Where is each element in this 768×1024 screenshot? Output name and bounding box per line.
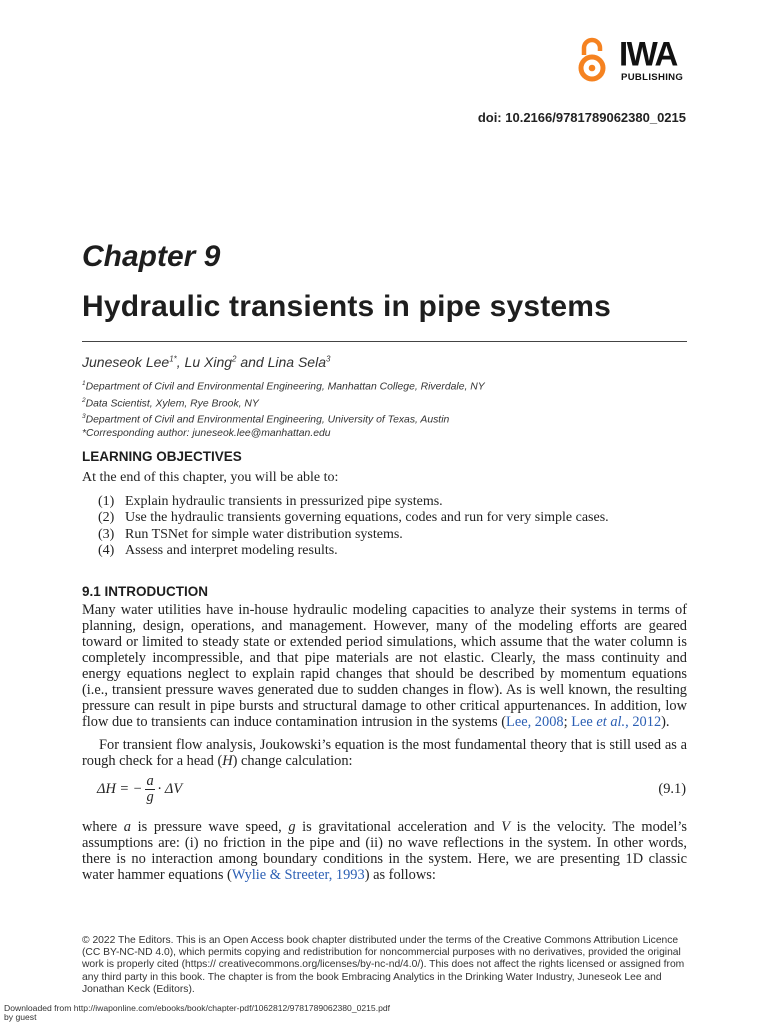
paragraph-text: ). <box>661 714 670 730</box>
paragraph-text: is gravitational acceleration and <box>295 819 502 835</box>
title-divider <box>82 341 687 342</box>
math-variable: g <box>288 819 296 835</box>
paragraph <box>82 602 687 730</box>
list-item-text: Run TSNet for simple water distribution systems. <box>125 526 403 542</box>
section-heading: 9.1 INTRODUCTION <box>82 584 209 599</box>
author-separator: , <box>176 354 185 370</box>
citation-link[interactable] <box>571 714 661 730</box>
equation-lhs: ΔH = − <box>97 780 143 797</box>
citation-author: Lee <box>571 714 597 730</box>
equation-fraction <box>145 774 154 805</box>
equation-numerator: a <box>146 773 154 789</box>
list-item-text: Use the hydraulic transients governing equations, codes and run for very simple cases. <box>125 510 609 526</box>
equation-rhs: · ΔV <box>157 780 183 797</box>
learning-objectives-list <box>98 494 609 559</box>
paragraph-text: is the velocity. The model’s assumptions are: (i) no friction in the pipe and (ii) no wave reflections in the system. In other words, there is no interaction among boundary conditions in the system. Here, we are presenting 1D classic water hammer equations ( <box>82 819 687 883</box>
list-item-number: (4) <box>98 542 115 558</box>
list-item-number: (3) <box>98 526 115 542</box>
authors-line <box>82 354 330 370</box>
author-name: Juneseok Lee <box>82 354 170 370</box>
citation-year: , 2012 <box>625 714 662 730</box>
corresponding-author-text: *Corresponding author: juneseok.lee@manhattan.edu <box>82 428 331 440</box>
doi: doi: 10.2166/9781789062380_0215 <box>477 110 686 125</box>
affiliation-item <box>82 377 485 394</box>
list-item <box>98 510 609 526</box>
equation-number: (9.1) <box>658 781 686 797</box>
paragraph-text: is pressure wave speed, <box>130 819 289 835</box>
affiliation-item <box>82 394 485 411</box>
affiliation-item <box>82 410 485 427</box>
author-name: Lina Sela <box>267 354 326 370</box>
paragraph-text: ) as follows: <box>364 867 436 883</box>
author-affiliation-mark: 3 <box>326 354 331 364</box>
affiliation-text: Data Scientist, Xylem, Rye Brook, NY <box>85 398 259 410</box>
affiliation-mark: 2 <box>82 396 86 404</box>
paragraph-text: ; <box>563 714 572 730</box>
math-variable: a <box>123 819 131 835</box>
paragraph-text: ) change calculation: <box>232 753 353 769</box>
corresponding-author <box>82 427 485 440</box>
citation-link[interactable]: Lee, 2008 <box>506 714 564 730</box>
list-item-number: (1) <box>98 494 115 509</box>
logo-iwa-text: IWA <box>619 34 677 73</box>
affiliations <box>82 377 485 440</box>
list-item <box>98 494 609 510</box>
affiliation-mark: 3 <box>82 413 86 421</box>
logo-publishing-text: PUBLISHING <box>621 72 684 83</box>
affiliation-mark: 1 <box>82 380 86 387</box>
affiliation-text: Department of Civil and Environmental Engineering, Manhattan College, Riverdale, NY <box>85 381 485 393</box>
author-affiliation-mark: 1* <box>169 354 177 364</box>
list-item-text: Explain hydraulic transients in pressurized pipe systems. <box>125 494 443 509</box>
list-item <box>98 527 609 543</box>
math-variable: H <box>222 753 233 769</box>
paragraph-text: Many water utilities have in-house hydraulic modeling capacities to analyze their systems in terms of planning, design, operations, and management. However, many of the modeling efforts are geared toward or limited to steady state or extended period simulations, which assume that the water column is completely incompressible, and that pipe materials are not elastic. Clearly, the mass continuity and energy equations neglect to explain rapid changes that should be described by momentum equations (i.e., transient pressure waves generated due to sudden changes in flow). As is well known, the resulting pressure can result in pipe bursts and structural damage to other critical appurtenances. In addition, low flow due to transients can induce contamination intrusion in the systems ( <box>82 602 687 730</box>
equation-denominator: g <box>146 789 154 805</box>
author-separator: and <box>236 354 268 370</box>
chapter-number: Chapter 9 <box>82 240 221 273</box>
author-affiliation-mark: 2 <box>232 354 237 364</box>
list-item-number: (2) <box>98 510 115 526</box>
publisher-logo <box>577 34 689 89</box>
paragraph-text: For transient flow analysis, Joukowski’s equation is the most fundamental theory that is still used as a rough check for a head ( <box>82 737 687 769</box>
equation <box>97 774 182 805</box>
chapter-title: Hydraulic transients in pipe systems <box>82 290 612 323</box>
author-name: Lu Xing <box>184 354 233 370</box>
math-variable: V <box>501 819 511 835</box>
copyright-notice: © 2022 The Editors. This is an Open Access book chapter distributed under the terms of the Creative Commons Attribution Licence (CC BY-NC-ND 4.0), which permits copying and redistribution for noncommercial purposes with no derivatives, provided the original work is properly cited (https:// creativecommons.org/licenses/by-nc-nd/4.0/). This does not affect the rights licensed or assigned from any third party in this book. The chapter is from the book Embracing Analytics in the Drinking Water Industry, Juneseok Lee and Jonathan Keck (Editors). <box>82 935 685 995</box>
affiliation-text: Department of Civil and Environmental Engineering, University of Texas, Austin <box>85 414 450 426</box>
learning-objectives-intro: At the end of this chapter, you will be able to: <box>82 470 339 485</box>
paragraph <box>82 819 687 883</box>
list-item <box>98 543 609 559</box>
paragraph <box>82 737 687 769</box>
download-url-text: Downloaded from http://iwaponline.com/ebooks/book/chapter-pdf/1062812/9781789062380_0215.pdf <box>4 1003 391 1013</box>
learning-objectives-heading: LEARNING OBJECTIVES <box>82 449 242 464</box>
download-guest-text: by guest <box>4 1012 37 1023</box>
citation-link[interactable]: Wylie & Streeter, 1993 <box>231 867 365 883</box>
citation-etal: et al. <box>596 714 626 730</box>
list-item-text: Assess and interpret modeling results. <box>125 542 338 558</box>
paragraph-text: where <box>82 819 124 835</box>
download-notice <box>4 1004 390 1023</box>
